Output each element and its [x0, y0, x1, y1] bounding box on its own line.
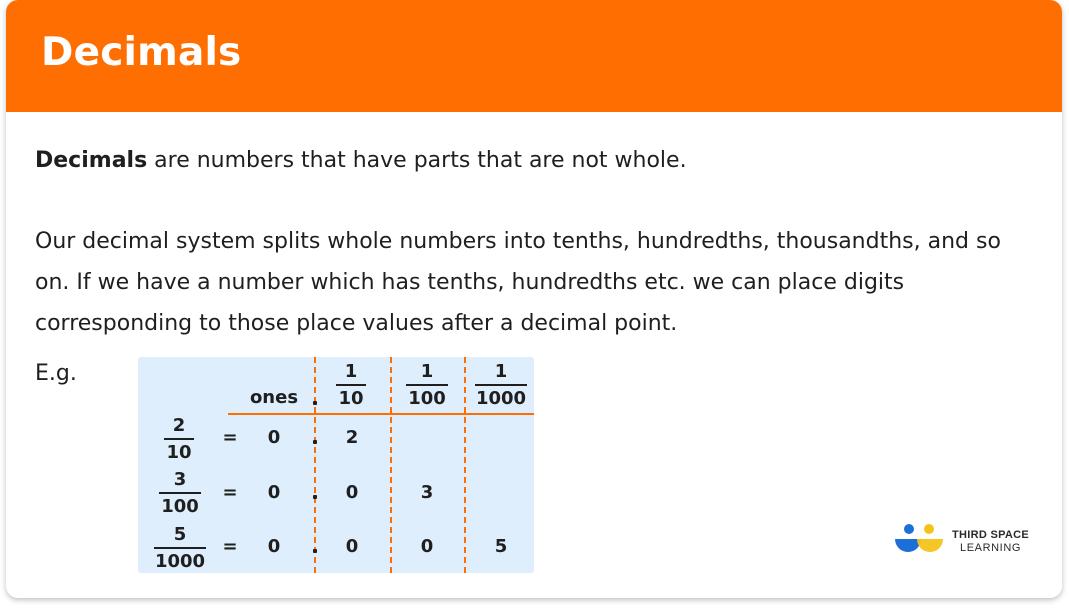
row3-hundredths: 0 — [420, 536, 434, 557]
third-space-learning-logo-icon — [890, 522, 948, 556]
header-rule — [228, 413, 534, 415]
row1-decimal-point — [313, 440, 317, 444]
row1-ones: 0 — [267, 427, 281, 448]
explanation-paragraph: Our decimal system splits whole numbers into tenths, hundredths, thousandths, and so on. If we have a number which has tenths, hundredths etc. we can place digits corresponding to those place values after a decimal point. — [35, 229, 1001, 336]
row3-ones: 0 — [267, 536, 281, 557]
row1-tenths: 2 — [345, 427, 359, 448]
row3-fraction: 5 1000 — [154, 524, 206, 572]
column-divider-decimal — [314, 357, 316, 573]
example-label: E.g. — [35, 361, 77, 386]
header-decimal-point — [313, 401, 317, 405]
row3-tenths: 0 — [345, 536, 359, 557]
header-thousandths: 1 1000 — [475, 361, 527, 409]
row3-thousandths: 5 — [494, 536, 508, 557]
header-bar — [6, 0, 1062, 112]
row2-ones: 0 — [267, 482, 281, 503]
intro-rest: are numbers that have parts that are not whole. — [147, 148, 687, 173]
row2-equals: = — [222, 482, 238, 503]
logo-text — [952, 529, 1029, 555]
page-title: Decimals — [41, 30, 242, 75]
row3-equals: = — [222, 536, 238, 557]
header-tenths: 1 10 — [336, 361, 366, 410]
column-divider-hundredths — [464, 357, 466, 573]
logo-line2: LEARNING — [960, 542, 1022, 554]
header-hundredths: 1 100 — [406, 361, 448, 410]
row1-fraction: 2 10 — [164, 415, 194, 464]
row2-hundredths: 3 — [420, 482, 434, 503]
logo-line1: THIRD SPACE — [952, 529, 1030, 541]
intro-term: Decimals — [35, 148, 148, 173]
row1-equals: = — [222, 427, 238, 448]
row2-decimal-point — [313, 495, 317, 499]
row2-fraction: 3 100 — [159, 469, 201, 518]
column-divider-tenths — [390, 357, 392, 573]
intro-paragraph — [35, 140, 687, 181]
header-ones: ones — [249, 387, 299, 408]
row3-decimal-point — [313, 549, 317, 553]
row2-tenths: 0 — [345, 482, 359, 503]
